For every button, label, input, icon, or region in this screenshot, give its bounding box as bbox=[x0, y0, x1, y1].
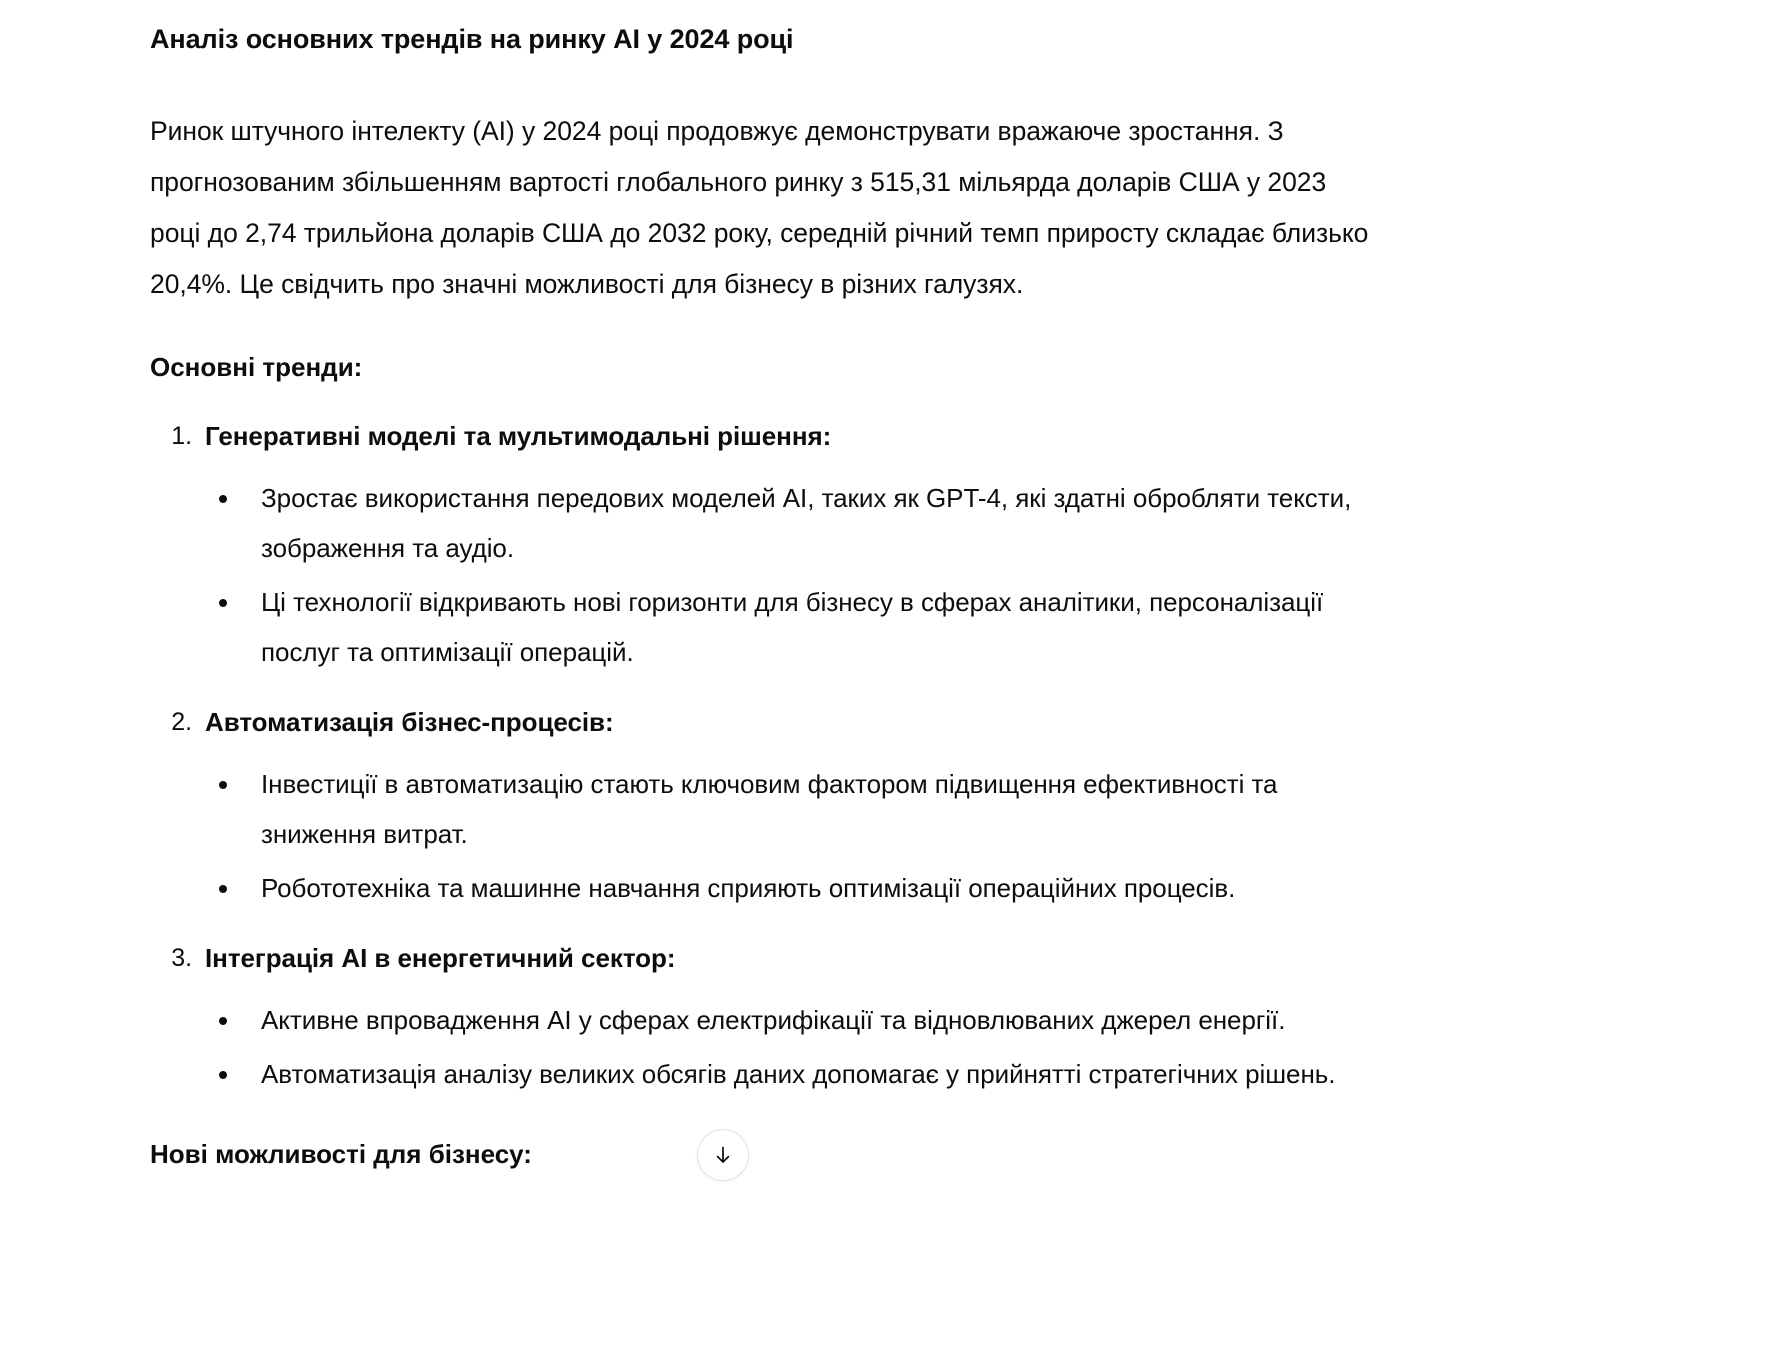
arrow-down-icon bbox=[712, 1144, 734, 1166]
trend-heading: Автоматизація бізнес-процесів: bbox=[205, 707, 614, 738]
list-item: Автоматизація аналізу великих обсягів даних допомагає у прийнятті стратегічних рішень. bbox=[261, 1049, 1381, 1103]
list-item: Інвестиції в автоматизацію стають ключовим фактором підвищення ефективності та зниження витрат. bbox=[261, 759, 1381, 863]
section-heading-main-trends: Основні тренди: bbox=[150, 352, 363, 383]
bullet-list bbox=[0, 473, 1560, 681]
list-item bbox=[0, 933, 1560, 1103]
trend-heading: Генеративні моделі та мультимодальні рішення: bbox=[205, 421, 832, 452]
section-heading-partial: Нові можливості для бізнесу: bbox=[150, 1139, 532, 1170]
trend-heading: Інтеграція AI в енергетичний сектор: bbox=[205, 943, 676, 974]
bullet-list bbox=[0, 759, 1560, 917]
list-item: Зростає використання передових моделей AI, таких як GPT-4, які здатні обробляти тексти, зображення та аудіо. bbox=[261, 473, 1381, 577]
intro-paragraph: Ринок штучного інтелекту (AI) у 2024 році продовжує демонструвати вражаюче зростання. З прогнозованим збільшенням вартості глобального ринку з 515,31 мільярда доларів США у 2023 році до 2,74 трильйона доларів США до 2032 року, середній річний темп приросту складає близько 20,4%. Це свідчить про значні можливості для бізнесу в різних галузях. bbox=[150, 116, 1369, 300]
scroll-down-button[interactable] bbox=[697, 1129, 749, 1181]
list-item bbox=[0, 697, 1560, 917]
list-item: Робототехніка та машинне навчання сприяють оптимізації операційних процесів. bbox=[261, 863, 1381, 917]
list-item bbox=[0, 411, 1560, 681]
list-item: Ці технології відкривають нові горизонти для бізнесу в сферах аналітики, персоналізації послуг та оптимізації операцій. bbox=[261, 577, 1381, 681]
bullet-list bbox=[0, 995, 1560, 1103]
list-item: Активне впровадження AI у сферах електрифікації та відновлюваних джерел енергії. bbox=[261, 995, 1381, 1049]
trend-list bbox=[0, 411, 1560, 1103]
page-title: Аналіз основних трендів на ринку AI у 2024 році bbox=[150, 24, 794, 54]
